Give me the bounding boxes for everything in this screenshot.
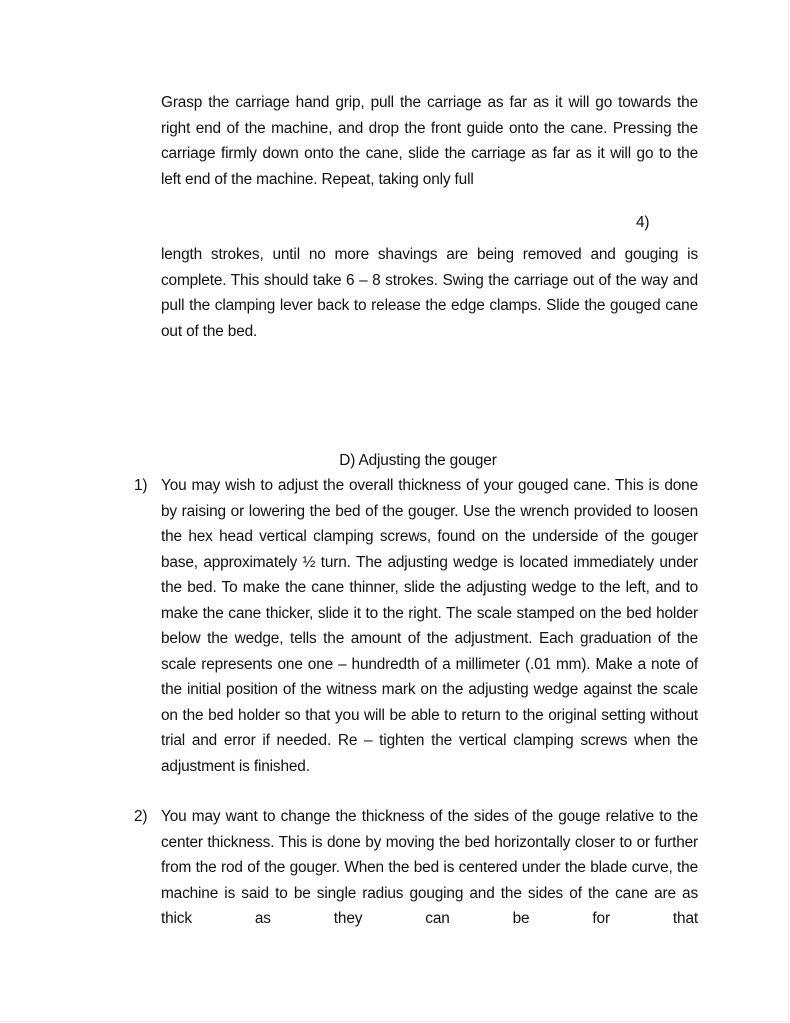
paragraph-gouging-complete: length strokes, until no more shavings are being removed and gouging is complete. This should take 6 – 8 strokes. Swing the carriage out of the way and pull the clamping lever back to release the edge clamps. Slide the gouged cane out of the bed.: [161, 246, 698, 340]
section-heading: D) Adjusting the gouger: [339, 452, 497, 469]
list-item-text: You may wish to adjust the overall thickness of your gouged cane. This is done by raising or lowering the bed of the gouger. Use the wrench provided to loosen the hex head vertical clamping screws, found on the underside of the gouger base, approximately ½ turn. The adjusting wedge is located immediately under the bed. To make the cane thinner, slide the adjusting wedge to the left, and to make the cane thicker, slide it to the right. The scale stamped on the bed holder below the wedge, tells the amount of the adjustment. Each graduation of the scale represents one one – hundredth of a millimeter (.01 mm). Make a note of the initial position of the witness mark on the adjusting wedge against the scale on the bed holder so that you will be able to return to the original setting without trial and error if needed. Re – tighten the vertical clamping screws when the adjustment is finished.: [161, 477, 698, 775]
list-number: 1): [134, 477, 148, 494]
page-marker: 4): [636, 214, 650, 231]
list-number: 2): [134, 808, 148, 825]
list-item-text: You may want to change the thickness of the sides of the gouge relative to the center thickness. This is done by moving the bed horizontally closer to or further from the rod of the gouger. When the bed is centered under the blade curve, the machine is said to be single radius gouging and the sides of the cane are as thick as they can be for that: [161, 808, 698, 927]
paragraph-carriage-stroke: Grasp the carriage hand grip, pull the carriage as far as it will go towards the right end of the machine, and drop the front guide onto the cane. Pressing the carriage firmly down onto the cane, slide the carriage as far as it will go to the left end of the machine. Repeat, taking only full: [161, 94, 698, 188]
